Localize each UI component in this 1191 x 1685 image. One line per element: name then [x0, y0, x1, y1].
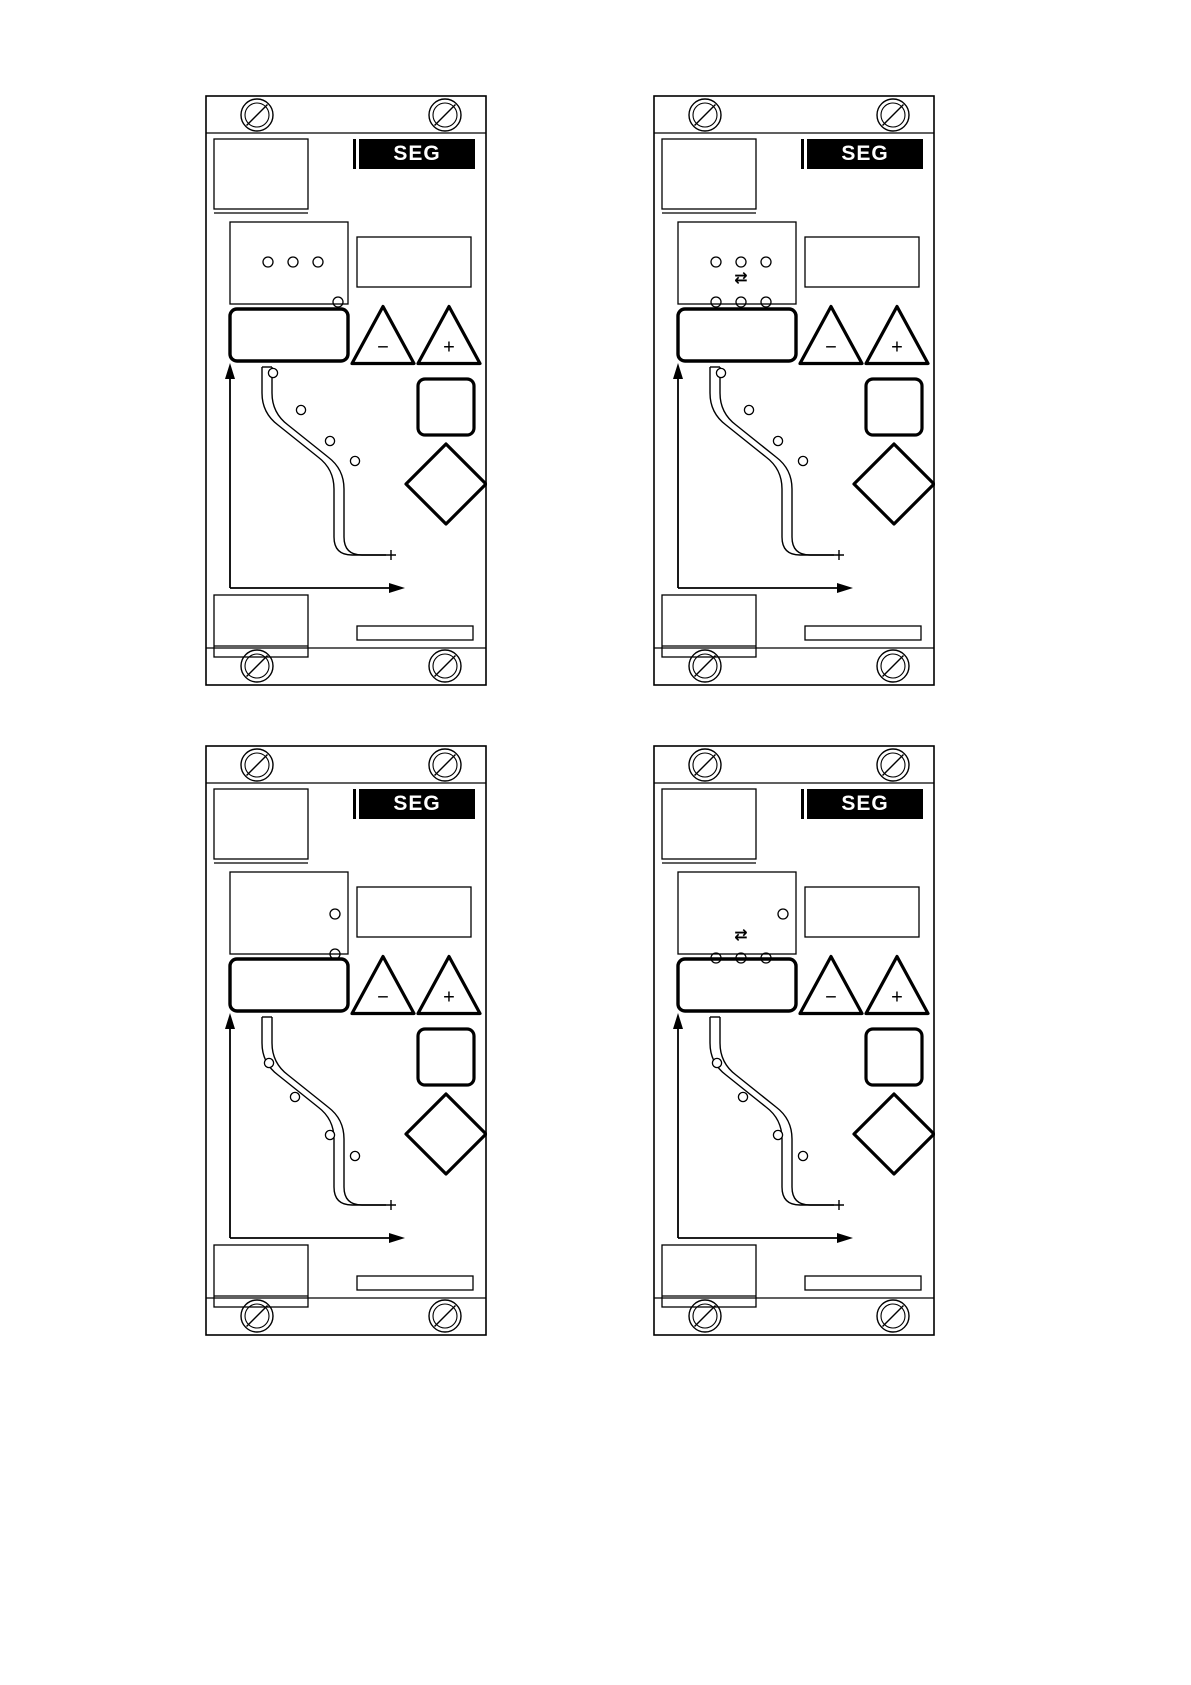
axis-arrows — [673, 1013, 853, 1243]
panel-case — [654, 746, 934, 1335]
seg-brand-logo — [801, 789, 923, 819]
led-block — [230, 222, 348, 307]
seg-brand-logo — [801, 139, 923, 169]
panel-case — [206, 96, 486, 685]
screw-icon — [429, 99, 461, 131]
led-indicator — [330, 909, 340, 919]
label-strip — [805, 1276, 921, 1290]
minus-key-label: − — [825, 336, 837, 359]
screw-icon — [241, 99, 273, 131]
display-window-top — [662, 139, 756, 209]
minus-key-label: − — [377, 336, 389, 359]
led-indicator — [736, 297, 746, 307]
flow-node — [350, 456, 359, 465]
panel-variant-d — [653, 745, 935, 1336]
flow-node — [290, 1092, 299, 1101]
plus-key[interactable] — [866, 956, 928, 1013]
flow-node — [738, 1092, 747, 1101]
led-indicator — [333, 297, 343, 307]
minus-key-label: − — [377, 986, 389, 1009]
flow-node — [744, 405, 753, 414]
label-strip — [805, 626, 921, 640]
swap-icon: ⇄ — [734, 925, 748, 944]
led-indicator — [778, 909, 788, 919]
screw-icon — [689, 749, 721, 781]
plus-key-label: + — [891, 986, 903, 1009]
led-block — [678, 872, 796, 963]
axis-arrows — [673, 363, 853, 593]
display-window-top — [662, 789, 756, 859]
display-window-top — [214, 789, 308, 859]
axis-arrows — [225, 363, 405, 593]
diamond-key[interactable] — [854, 444, 934, 524]
led-block — [230, 872, 348, 959]
swap-icon: ⇄ — [734, 268, 748, 287]
led-indicator — [761, 297, 771, 307]
screw-icon — [241, 749, 273, 781]
led-indicator — [263, 257, 273, 267]
square-key[interactable] — [418, 1029, 474, 1085]
display-window-top — [214, 139, 308, 209]
display-window-right — [805, 887, 919, 937]
wide-key[interactable] — [678, 959, 796, 1011]
flow-curve — [262, 367, 396, 560]
wide-key[interactable] — [230, 309, 348, 361]
flow-curve — [710, 367, 844, 560]
flow-node — [350, 1151, 359, 1160]
flow-node — [773, 436, 782, 445]
flow-node — [798, 1151, 807, 1160]
minus-key[interactable] — [352, 306, 414, 363]
flow-node — [325, 436, 334, 445]
screw-icon — [689, 650, 721, 682]
led-indicator — [313, 257, 323, 267]
plus-key[interactable] — [418, 306, 480, 363]
wide-key[interactable] — [230, 959, 348, 1011]
led-indicator — [736, 257, 746, 267]
screw-icon — [877, 650, 909, 682]
seg-brand-text: SEG — [393, 142, 441, 165]
seg-brand-text: SEG — [841, 142, 889, 165]
diamond-key[interactable] — [406, 444, 486, 524]
display-window-right — [357, 887, 471, 937]
seg-brand-text: SEG — [393, 792, 441, 815]
plus-key[interactable] — [866, 306, 928, 363]
seg-brand-logo — [353, 139, 475, 169]
flow-curve — [710, 1017, 844, 1210]
label-strip — [357, 1276, 473, 1290]
minus-key[interactable] — [800, 306, 862, 363]
led-indicator — [761, 257, 771, 267]
square-key[interactable] — [418, 379, 474, 435]
flow-curve — [262, 1017, 396, 1210]
panel-case — [206, 746, 486, 1335]
led-indicator — [711, 297, 721, 307]
diamond-key[interactable] — [854, 1094, 934, 1174]
minus-key[interactable] — [800, 956, 862, 1013]
led-block — [678, 222, 796, 307]
panel-case — [654, 96, 934, 685]
diamond-key[interactable] — [406, 1094, 486, 1174]
flow-node — [712, 1058, 721, 1067]
panel-variant-a — [205, 95, 487, 686]
screw-icon — [429, 1300, 461, 1332]
screw-icon — [429, 749, 461, 781]
plus-key-label: + — [443, 986, 455, 1009]
flow-node — [798, 456, 807, 465]
led-indicator — [288, 257, 298, 267]
flow-node — [773, 1130, 782, 1139]
wide-key[interactable] — [678, 309, 796, 361]
flow-node — [325, 1130, 334, 1139]
square-key[interactable] — [866, 379, 922, 435]
panel-variant-b — [653, 95, 935, 686]
label-strip — [357, 626, 473, 640]
square-key[interactable] — [866, 1029, 922, 1085]
panel-variant-c — [205, 745, 487, 1336]
minus-key[interactable] — [352, 956, 414, 1013]
screw-icon — [241, 1300, 273, 1332]
plus-key-label: + — [891, 336, 903, 359]
flow-node — [296, 405, 305, 414]
flow-node — [716, 368, 725, 377]
seg-brand-logo — [353, 789, 475, 819]
screw-icon — [689, 99, 721, 131]
screw-icon — [877, 99, 909, 131]
screw-icon — [877, 749, 909, 781]
screw-icon — [241, 650, 273, 682]
screw-icon — [877, 1300, 909, 1332]
flow-node — [268, 368, 277, 377]
seg-brand-text: SEG — [841, 792, 889, 815]
plus-key[interactable] — [418, 956, 480, 1013]
led-indicator — [711, 257, 721, 267]
axis-arrows — [225, 1013, 405, 1243]
screw-icon — [689, 1300, 721, 1332]
minus-key-label: − — [825, 986, 837, 1009]
flow-node — [264, 1058, 273, 1067]
display-window-right — [805, 237, 919, 287]
screw-icon — [429, 650, 461, 682]
plus-key-label: + — [443, 336, 455, 359]
display-window-right — [357, 237, 471, 287]
